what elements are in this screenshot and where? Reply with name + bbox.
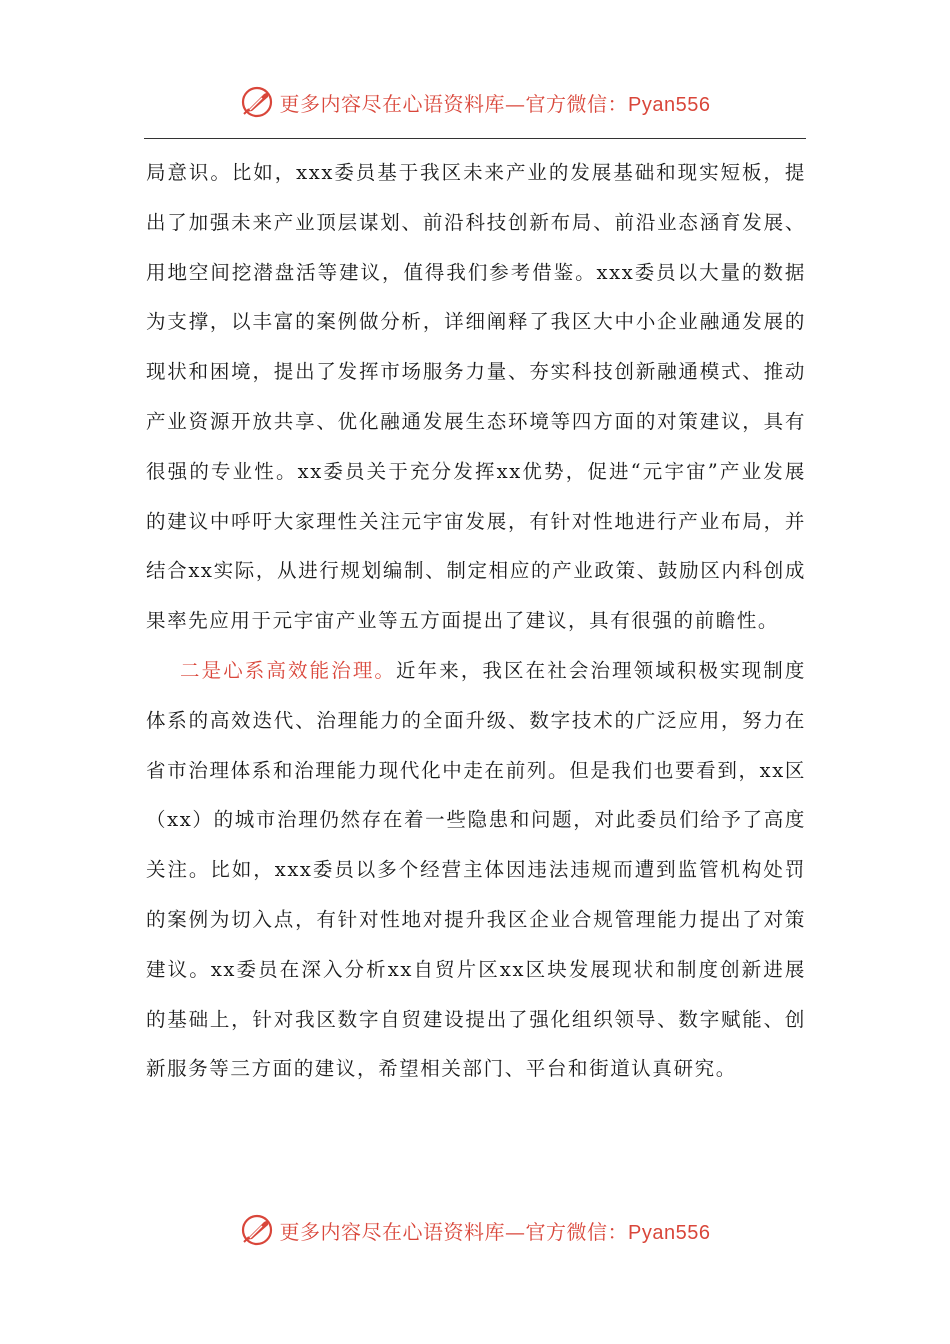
header-banner-wechat-label: 官方微信：	[525, 91, 629, 116]
footer-banner-text	[280, 1216, 711, 1245]
header-banner-text	[280, 88, 711, 117]
paragraph-2	[146, 646, 806, 1094]
footer-banner-main: 更多内容尽在心语资料库	[279, 1219, 506, 1244]
quill-logo-icon	[240, 1213, 274, 1247]
header-divider	[144, 138, 806, 139]
document-body	[146, 148, 806, 1094]
footer-banner-account: Pyan556	[628, 1221, 711, 1244]
footer-banner-wechat-label: 官方微信：	[525, 1219, 629, 1244]
header-banner	[0, 82, 950, 122]
paragraph-2-heading: 二是心系高效能治理。	[180, 658, 397, 682]
header-banner-account: Pyan556	[628, 93, 711, 116]
paragraph-1: 局意识。比如，xxx委员基于我区未来产业的发展基础和现实短板，提出了加强未来产业顶层谋划、前沿科技创新布局、前沿业态涵育发展、用地空间挖潜盘活等建议，值得我们参考借鉴。xxx委员以大量的数据为支撑，以丰富的案例做分析，详细阐释了我区大中小企业融通发展的现状和困境，提出了发挥市场服务力量、夯实科技创新融通模式、推动产业资源开放共享、优化融通发展生态环境等四方面的对策建议，具有很强的专业性。xx委员关于充分发挥xx优势，促进“元宇宙”产业发展的建议中呼吁大家理性关注元宇宙发展，有针对性地进行产业布局，并结合xx实际，从进行规划编制、制定相应的产业政策、鼓励区内科创成果率先应用于元宇宙产业等五方面提出了建议，具有很强的前瞻性。	[146, 161, 806, 633]
paragraph-2-text: 近年来，我区在社会治理领域积极实现制度体系的高效迭代、治理能力的全面升级、数字技术的广泛应用，努力在省市治理体系和治理能力现代化中走在前列。但是我们也要看到，xx区（xx）的城市治理仍然存在着一些隐患和问题，对此委员们给予了高度关注。比如，xxx委员以多个经营主体因违法违规而遭到监管机构处罚的案例为切入点，有针对性地对提升我区企业合规管理能力提出了对策建议。xx委员在深入分析xx自贸片区xx区块发展现状和制度创新进展的基础上，针对我区数字自贸建设提出了强化组织领导、数字赋能、创新服务等三方面的建议，希望相关部门、平台和街道认真研究。	[146, 658, 806, 1081]
footer-banner	[0, 1210, 950, 1250]
header-banner-dash: —	[505, 91, 526, 116]
footer-banner-dash: —	[505, 1219, 526, 1244]
quill-logo-icon	[240, 85, 274, 119]
header-banner-main: 更多内容尽在心语资料库	[279, 91, 506, 116]
